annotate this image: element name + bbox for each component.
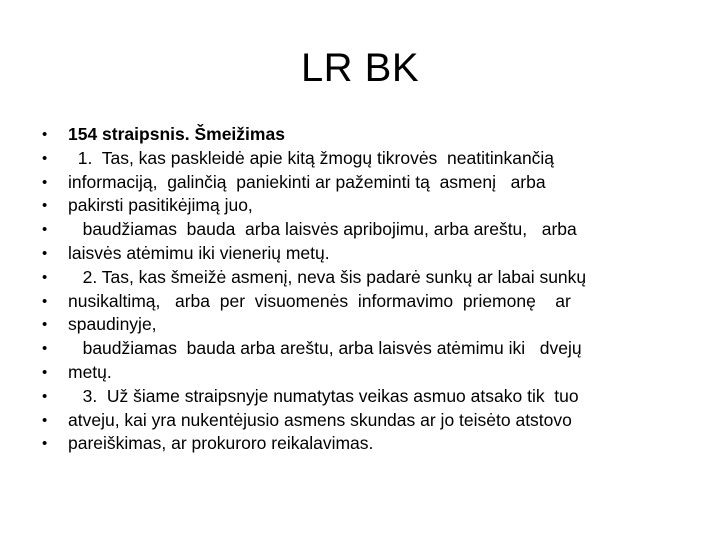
bullet-line (40, 123, 700, 147)
bullet-dot-icon: • (42, 221, 48, 239)
bullet-text: informaciją, galinčią paniekinti ar pažeminti tą asmenį arba (68, 171, 546, 192)
bullet-text: nusikaltimą, arba per visuomenės informavimo priemonę ar (68, 290, 571, 311)
bullet-text: metų. (68, 361, 112, 382)
bullet-line (40, 147, 700, 171)
bullet-dot-icon: • (42, 316, 48, 334)
bullet-line (40, 337, 700, 361)
bullet-text: spaudinyje, (68, 314, 157, 335)
bullet-line (40, 266, 700, 290)
bullet-text: 2. Tas, kas šmeižė asmenį, neva šis padarė sunkų ar labai sunkų (68, 266, 587, 287)
bullet-text: atveju, kai yra nukentėjusio asmens skundas ar jo teisėto atstovo (68, 409, 572, 430)
bullet-dot-icon: • (42, 268, 48, 286)
bullet-line (40, 385, 700, 409)
bullet-dot-icon: • (42, 126, 48, 143)
bullet-line (40, 194, 700, 218)
bullet-dot-icon: • (42, 292, 48, 310)
bullet-line (40, 218, 700, 242)
bullet-text: baudžiamas bauda arba areštu, arba laisvės atėmimu iki dvejų (68, 338, 582, 359)
bullet-line (40, 361, 700, 385)
bullet-dot-icon: • (42, 363, 48, 381)
bullet-dot-icon: • (42, 387, 48, 405)
bullet-text: laisvės atėmimu iki vienerių metų. (68, 242, 330, 263)
bullet-list (40, 123, 700, 456)
bullet-text: baudžiamas bauda arba laisvės apribojimu, arba areštu, arba (68, 219, 577, 240)
bullet-dot-icon: • (42, 173, 48, 191)
bullet-dot-icon: • (42, 411, 48, 429)
slide-title: LR BK (300, 46, 420, 90)
bullet-text: 1. Tas, kas paskleidė apie kitą žmogų tikrovės neatitinkančią (68, 147, 555, 168)
bullet-line (40, 313, 700, 337)
bullet-text: pareiškimas, ar prokuroro reikalavimas. (68, 433, 374, 454)
bullet-text: pakirsti pasitikėjimą juo, (68, 195, 253, 216)
bullet-line (40, 432, 700, 456)
bullet-dot-icon: • (42, 149, 48, 167)
bullet-dot-icon: • (42, 197, 48, 215)
bullet-line (40, 290, 700, 314)
bullet-text: 3. Už šiame straipsnyje numatytas veikas asmuo atsako tik tuo (68, 385, 579, 406)
bullet-dot-icon: • (42, 435, 48, 453)
bullet-line (40, 242, 700, 266)
bullet-line (40, 409, 700, 433)
bullet-text: 154 straipsnis. Šmeižimas (68, 124, 285, 144)
bullet-line (40, 171, 700, 195)
bullet-dot-icon: • (42, 340, 48, 358)
bullet-dot-icon: • (42, 244, 48, 262)
